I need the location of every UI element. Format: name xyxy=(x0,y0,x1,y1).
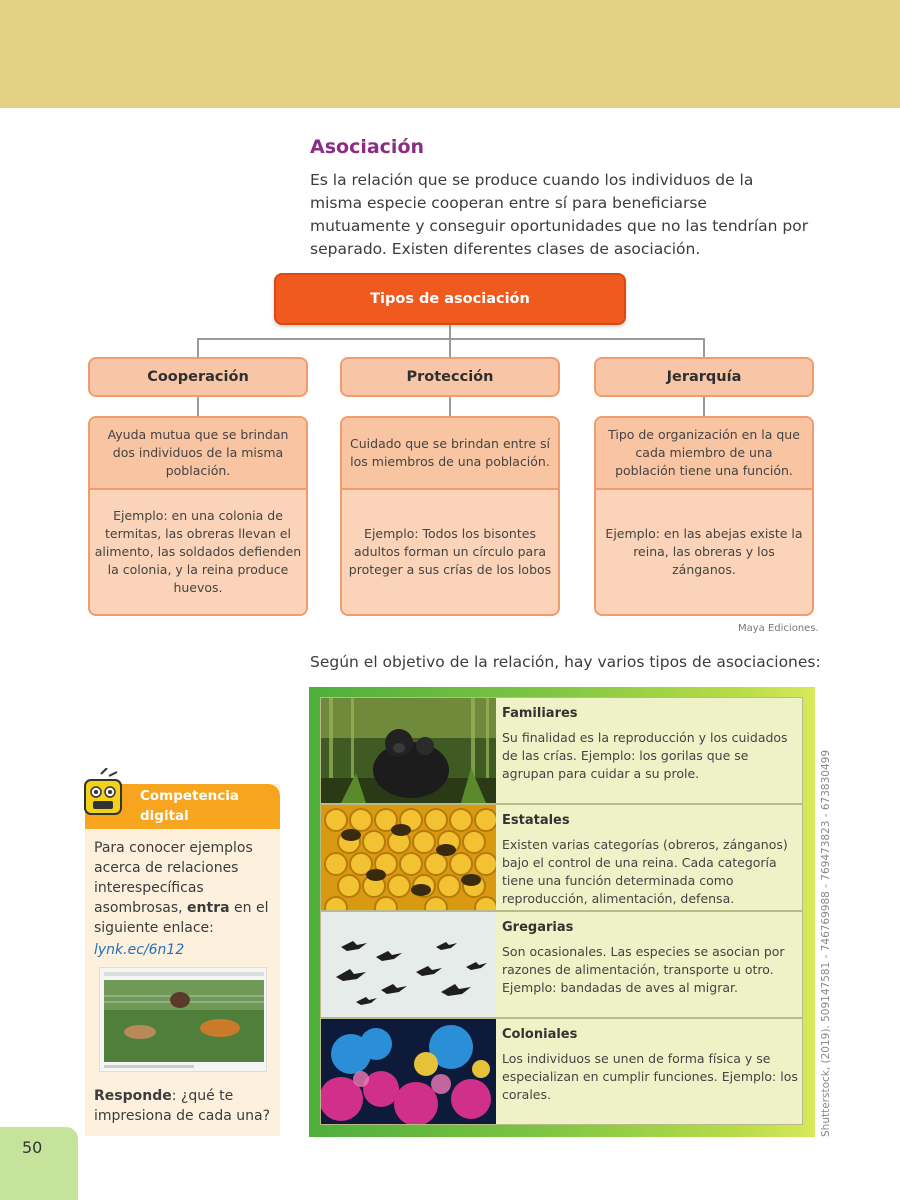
connector-horizontal xyxy=(198,338,704,340)
top-band xyxy=(0,0,900,108)
competencia-digital-box xyxy=(85,784,280,1136)
type-desc-familiares: Su finalidad es la reproducción y los cuidados de las crías. Ejemplo: los gorilas que se agrupan para cuidar a su prole. xyxy=(502,730,788,781)
example-cooperacion: Ejemplo: en una colonia de termitas, las obreras llevan el alimento, las soldados defienden la colonia, y la reina produce huevos. xyxy=(94,508,302,595)
competencia-title-line1: Competencia xyxy=(140,788,240,804)
example-proteccion: Ejemplo: Todos los bisontes adultos forman un círculo para proteger a sus crías de los lobos xyxy=(348,526,552,577)
type-desc-coloniales: Los individuos se unen de forma física y se especializan en cumplir funciones. Ejemplo: los corales. xyxy=(502,1051,798,1102)
type-row-estatales xyxy=(320,804,803,911)
type-text-coloniales xyxy=(502,1019,802,1104)
competencia-respond-bold: Responde xyxy=(94,1088,172,1104)
diagram-root: Tipos de asociación xyxy=(274,273,626,325)
type-row-gregarias xyxy=(320,911,803,1018)
robot-icon xyxy=(79,768,127,824)
type-desc-gregarias: Son ocasionales. Las especies se asocian por razones de alimentación, transporte u otro. Ejemplo: bandadas de aves al migrar. xyxy=(502,944,785,995)
example-jerarquia: Ejemplo: en las abejas existe la reina, las obreras y los zánganos. xyxy=(605,526,803,577)
desc-jerarquia xyxy=(594,416,814,616)
competencia-respond xyxy=(94,1086,274,1126)
connector-left-desc xyxy=(197,397,199,416)
section-intro: Es la relación que se produce cuando los individuos de la misma especie cooperan entre sí para beneficiarse mutuamente y conseguir oportunidades que no las tendrían por separado. Existen diferentes clases de asociación. xyxy=(310,171,809,258)
competencia-text xyxy=(94,838,274,938)
type-text-estatales xyxy=(502,805,802,908)
type-text-gregarias xyxy=(502,912,802,997)
page-number: 50 xyxy=(22,1138,43,1157)
type-title-familiares: Familiares xyxy=(502,706,578,721)
definition-cooperacion: Ayuda mutua que se brindan dos individuos de la misma población. xyxy=(90,418,306,490)
competencia-respond-text: : ¿qué te impresiona de cada una? xyxy=(94,1088,271,1124)
definition-proteccion: Cuidado que se brindan entre sí los miembros de una población. xyxy=(342,418,558,490)
diagram-credit: Maya Ediciones. xyxy=(738,623,819,634)
category-cooperacion: Cooperación xyxy=(88,357,308,397)
connector-right-desc xyxy=(703,397,705,416)
type-row-coloniales xyxy=(320,1018,803,1125)
gorilla-image xyxy=(321,698,496,803)
category-proteccion: Protección xyxy=(340,357,560,397)
types-intro: Según el objetivo de la relación, hay varios tipos de asociaciones: xyxy=(310,653,821,671)
desc-proteccion xyxy=(340,416,560,616)
connector-root-down xyxy=(449,325,451,339)
connector-right xyxy=(703,338,705,357)
image-credit: Shutterstock, (2019). 509147581 - 746769988 - 769473823 - 673830499 xyxy=(820,749,832,1137)
competencia-title-line2: digital xyxy=(140,808,189,824)
connector-center xyxy=(449,338,451,357)
competencia-text-after: en el siguiente enlace: xyxy=(94,900,269,936)
competencia-text-bold: entra xyxy=(187,900,230,916)
section-title: Asociación xyxy=(310,136,425,158)
type-title-coloniales: Coloniales xyxy=(502,1027,578,1042)
connector-left xyxy=(197,338,199,357)
type-title-gregarias: Gregarias xyxy=(502,920,574,935)
desc-cooperacion xyxy=(88,416,308,616)
video-screenshot xyxy=(99,967,267,1072)
connector-center-desc xyxy=(449,397,451,416)
definition-jerarquia: Tipo de organización en la que cada miembro de una población tiene una función. xyxy=(596,418,812,490)
types-panel xyxy=(309,687,815,1137)
type-desc-estatales: Existen varias categorías (obreros, zánganos) bajo el control de una reina. Cada categoría tiene una función determinada como reproducción, alimentación, defensa. xyxy=(502,837,788,906)
birds-image xyxy=(321,912,496,1017)
corals-image xyxy=(321,1019,496,1124)
competencia-text-before: Para conocer ejemplos acerca de relaciones interespecíficas asombrosas, xyxy=(94,840,253,916)
type-row-familiares xyxy=(320,697,803,804)
bees-image xyxy=(321,805,496,910)
competencia-title xyxy=(140,786,239,826)
competencia-link[interactable]: lynk.ec/6n12 xyxy=(94,942,185,958)
type-title-estatales: Estatales xyxy=(502,813,570,828)
category-jerarquia: Jerarquía xyxy=(594,357,814,397)
type-text-familiares xyxy=(502,698,802,783)
